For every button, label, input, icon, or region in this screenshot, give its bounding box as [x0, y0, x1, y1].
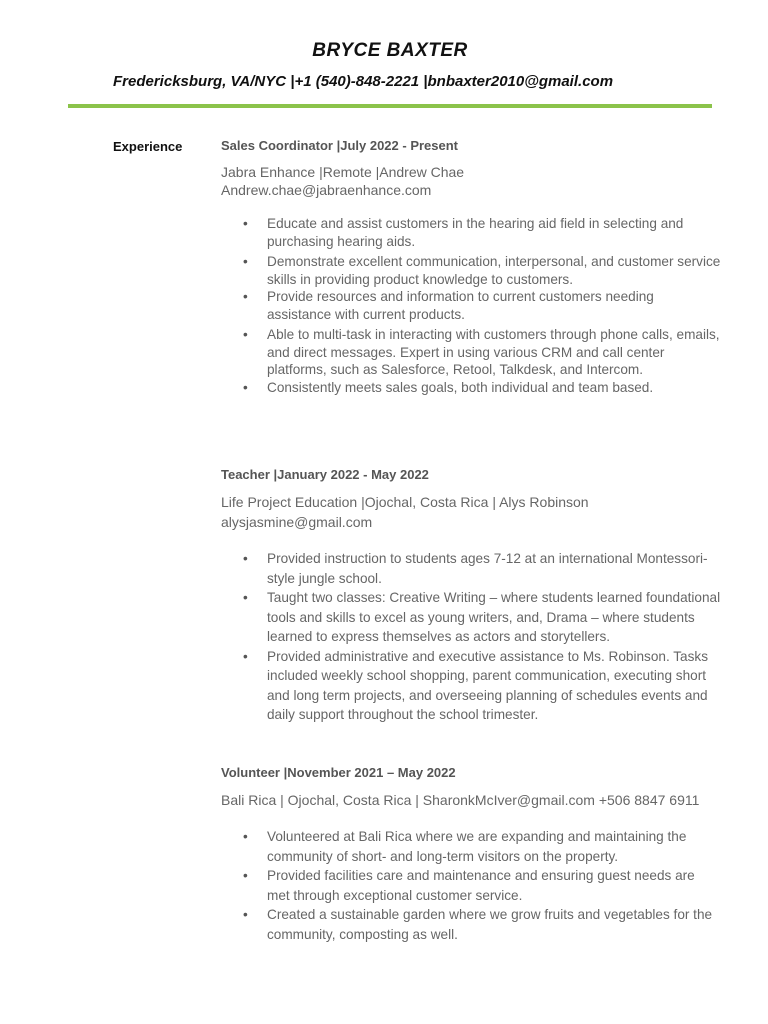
section-label-experience: Experience: [113, 139, 183, 154]
bullet-icon: •: [243, 829, 248, 844]
job-entry-volunteer: [221, 765, 721, 944]
job-entry-teacher: [221, 467, 721, 725]
bullet-icon: •: [243, 648, 248, 664]
list-item: • Taught two classes: Creative Writing – where students learned foundational tools and skills to excel as young writers, and, Drama – where students learned to express themselves as actors and storytellers.: [243, 590, 721, 644]
list-item: • Provided facilities care and maintenance and ensuring guest needs are met through exceptional customer service.: [243, 868, 695, 903]
list-item: • Educate and assist customers in the hearing aid field in selecting and purchasing hearing aids.: [243, 216, 684, 249]
bullet-icon: •: [243, 868, 248, 883]
bullet-icon: •: [243, 254, 248, 269]
bullet-icon: •: [243, 551, 248, 566]
bullet-icon: •: [243, 289, 248, 304]
job-org: Jabra Enhance |Remote |Andrew Chae: [221, 164, 465, 180]
list-item: • Provide resources and information to current customers needing assistance with current products.: [243, 289, 654, 322]
list-item: • Created a sustainable garden where we grow fruits and vegetables for the community, composting as well.: [243, 907, 713, 942]
job-org: Life Project Education |Ojochal, Costa Rica | Alys Robinson: [221, 494, 589, 510]
list-item: • Able to multi-task in interacting with customers through phone calls, emails, and direct messages. Expert in using various CRM and call center platforms, such as Salesforce, Retool, Talkdesk, and Intercom.: [243, 327, 720, 377]
bullet-icon: •: [243, 379, 248, 395]
job-contact: Andrew.chae@jabraenhance.com: [221, 182, 432, 198]
job-title: Volunteer |November 2021 – May 2022: [221, 765, 456, 780]
candidate-name: BRYCE BAXTER: [312, 40, 468, 61]
job-bullets: [221, 549, 721, 725]
job-org: Bali Rica | Ojochal, Costa Rica | SharonkMcIver@gmail.com +506 8847 6911: [221, 792, 700, 808]
list-item: • Provided administrative and executive assistance to Ms. Robinson. Tasks included weekly school shopping, parent communication, executing short and long term projects, and overseeing planning of schedules events and daily support throughout the school trimester.: [243, 648, 709, 722]
job-bullets: [221, 215, 721, 396]
job-contact: alysjasmine@gmail.com: [221, 514, 373, 530]
list-item: • Consistently meets sales goals, both individual and team based.: [243, 379, 654, 395]
job-entry-sales-coordinator: [221, 138, 721, 396]
header-divider: [68, 104, 712, 108]
contact-line: Fredericksburg, VA/NYC |+1 (540)-848-2221 |bnbaxter2010@gmail.com: [113, 73, 614, 90]
job-bullets: [221, 827, 721, 944]
job-title: Teacher |January 2022 - May 2022: [221, 467, 429, 482]
list-item: • Volunteered at Bali Rica where we are expanding and maintaining the community of short- and long-term visitors on the property.: [243, 829, 687, 864]
bullet-icon: •: [243, 327, 248, 342]
list-item: • Demonstrate excellent communication, interpersonal, and customer service skills in providing product knowledge to customers.: [243, 254, 721, 287]
bullet-icon: •: [243, 216, 248, 231]
bullet-icon: •: [243, 907, 248, 922]
job-title: Sales Coordinator |July 2022 - Present: [221, 138, 459, 153]
list-item: • Provided instruction to students ages 7-12 at an international Montessori-style jungle school.: [243, 551, 708, 586]
bullet-icon: •: [243, 590, 248, 605]
